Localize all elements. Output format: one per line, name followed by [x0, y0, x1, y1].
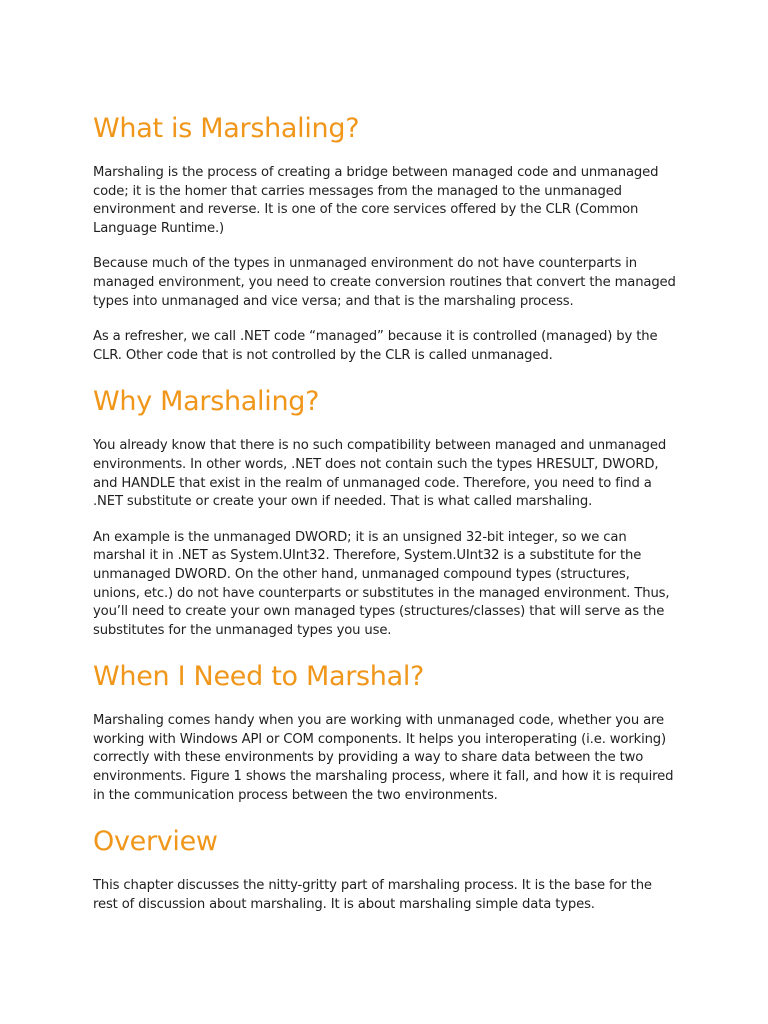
paragraph: Because much of the types in unmanaged environment do not have counterparts in managed environment, you need to create conversion routines that convert the managed types into unmanaged and vice versa; and that is the marshaling process. [93, 256, 676, 309]
paragraph: You already know that there is no such compatibility between managed and unmanaged environments. In other words, .NET does not contain such the types HRESULT, DWORD, and HANDLE that exist in the realm of unmanaged code. Therefore, you need to find a .NET substitute or create your own if needed. That is what called marshaling. [93, 438, 667, 510]
paragraph: Marshaling is the process of creating a bridge between managed code and unmanaged code; it is the homer that carries messages from the managed to the unmanaged environment and reverse. It is one of the core services offered by the CLR (Common Language Runtime.) [93, 165, 659, 236]
document-page [93, 112, 678, 914]
section-heading-overview: Overview [93, 826, 218, 858]
paragraph: An example is the unmanaged DWORD; it is an unsigned 32-bit integer, so we can marshal it in .NET as System.UInt32. Therefore, System.UInt32 is a substitute for the unmanaged DWORD. On the other hand, unmanaged compound types (structures, unions, etc.) do not have counterparts or substitutes in the managed environment. Thus, you’ll need to create your own managed types (structures/classes) that will serve as the substitutes for the unmanaged types you use. [93, 529, 670, 638]
paragraph: This chapter discusses the nitty-gritty part of marshaling process. It is the base for the rest of discussion about marshaling. It is about marshaling simple data types. [93, 878, 652, 912]
section-heading-what-is-marshaling: What is Marshaling? [93, 113, 360, 144]
paragraph: As a refresher, we call .NET code “managed” because it is controlled (managed) by the CLR. Other code that is not controlled by the CLR is called unmanaged. [93, 329, 658, 363]
paragraph: Marshaling comes handy when you are working with unmanaged code, whether you are working with Windows API or COM components. It helps you interoperating (i.e. working) correctly with these environments by providing a way to share data between the two environments. Figure 1 shows the marshaling process, where it fall, and how it is required in the communication process between the two environments. [93, 713, 674, 803]
section-heading-why-marshaling: Why Marshaling? [93, 386, 320, 418]
section-heading-when-to-marshal: When I Need to Marshal? [93, 661, 425, 693]
